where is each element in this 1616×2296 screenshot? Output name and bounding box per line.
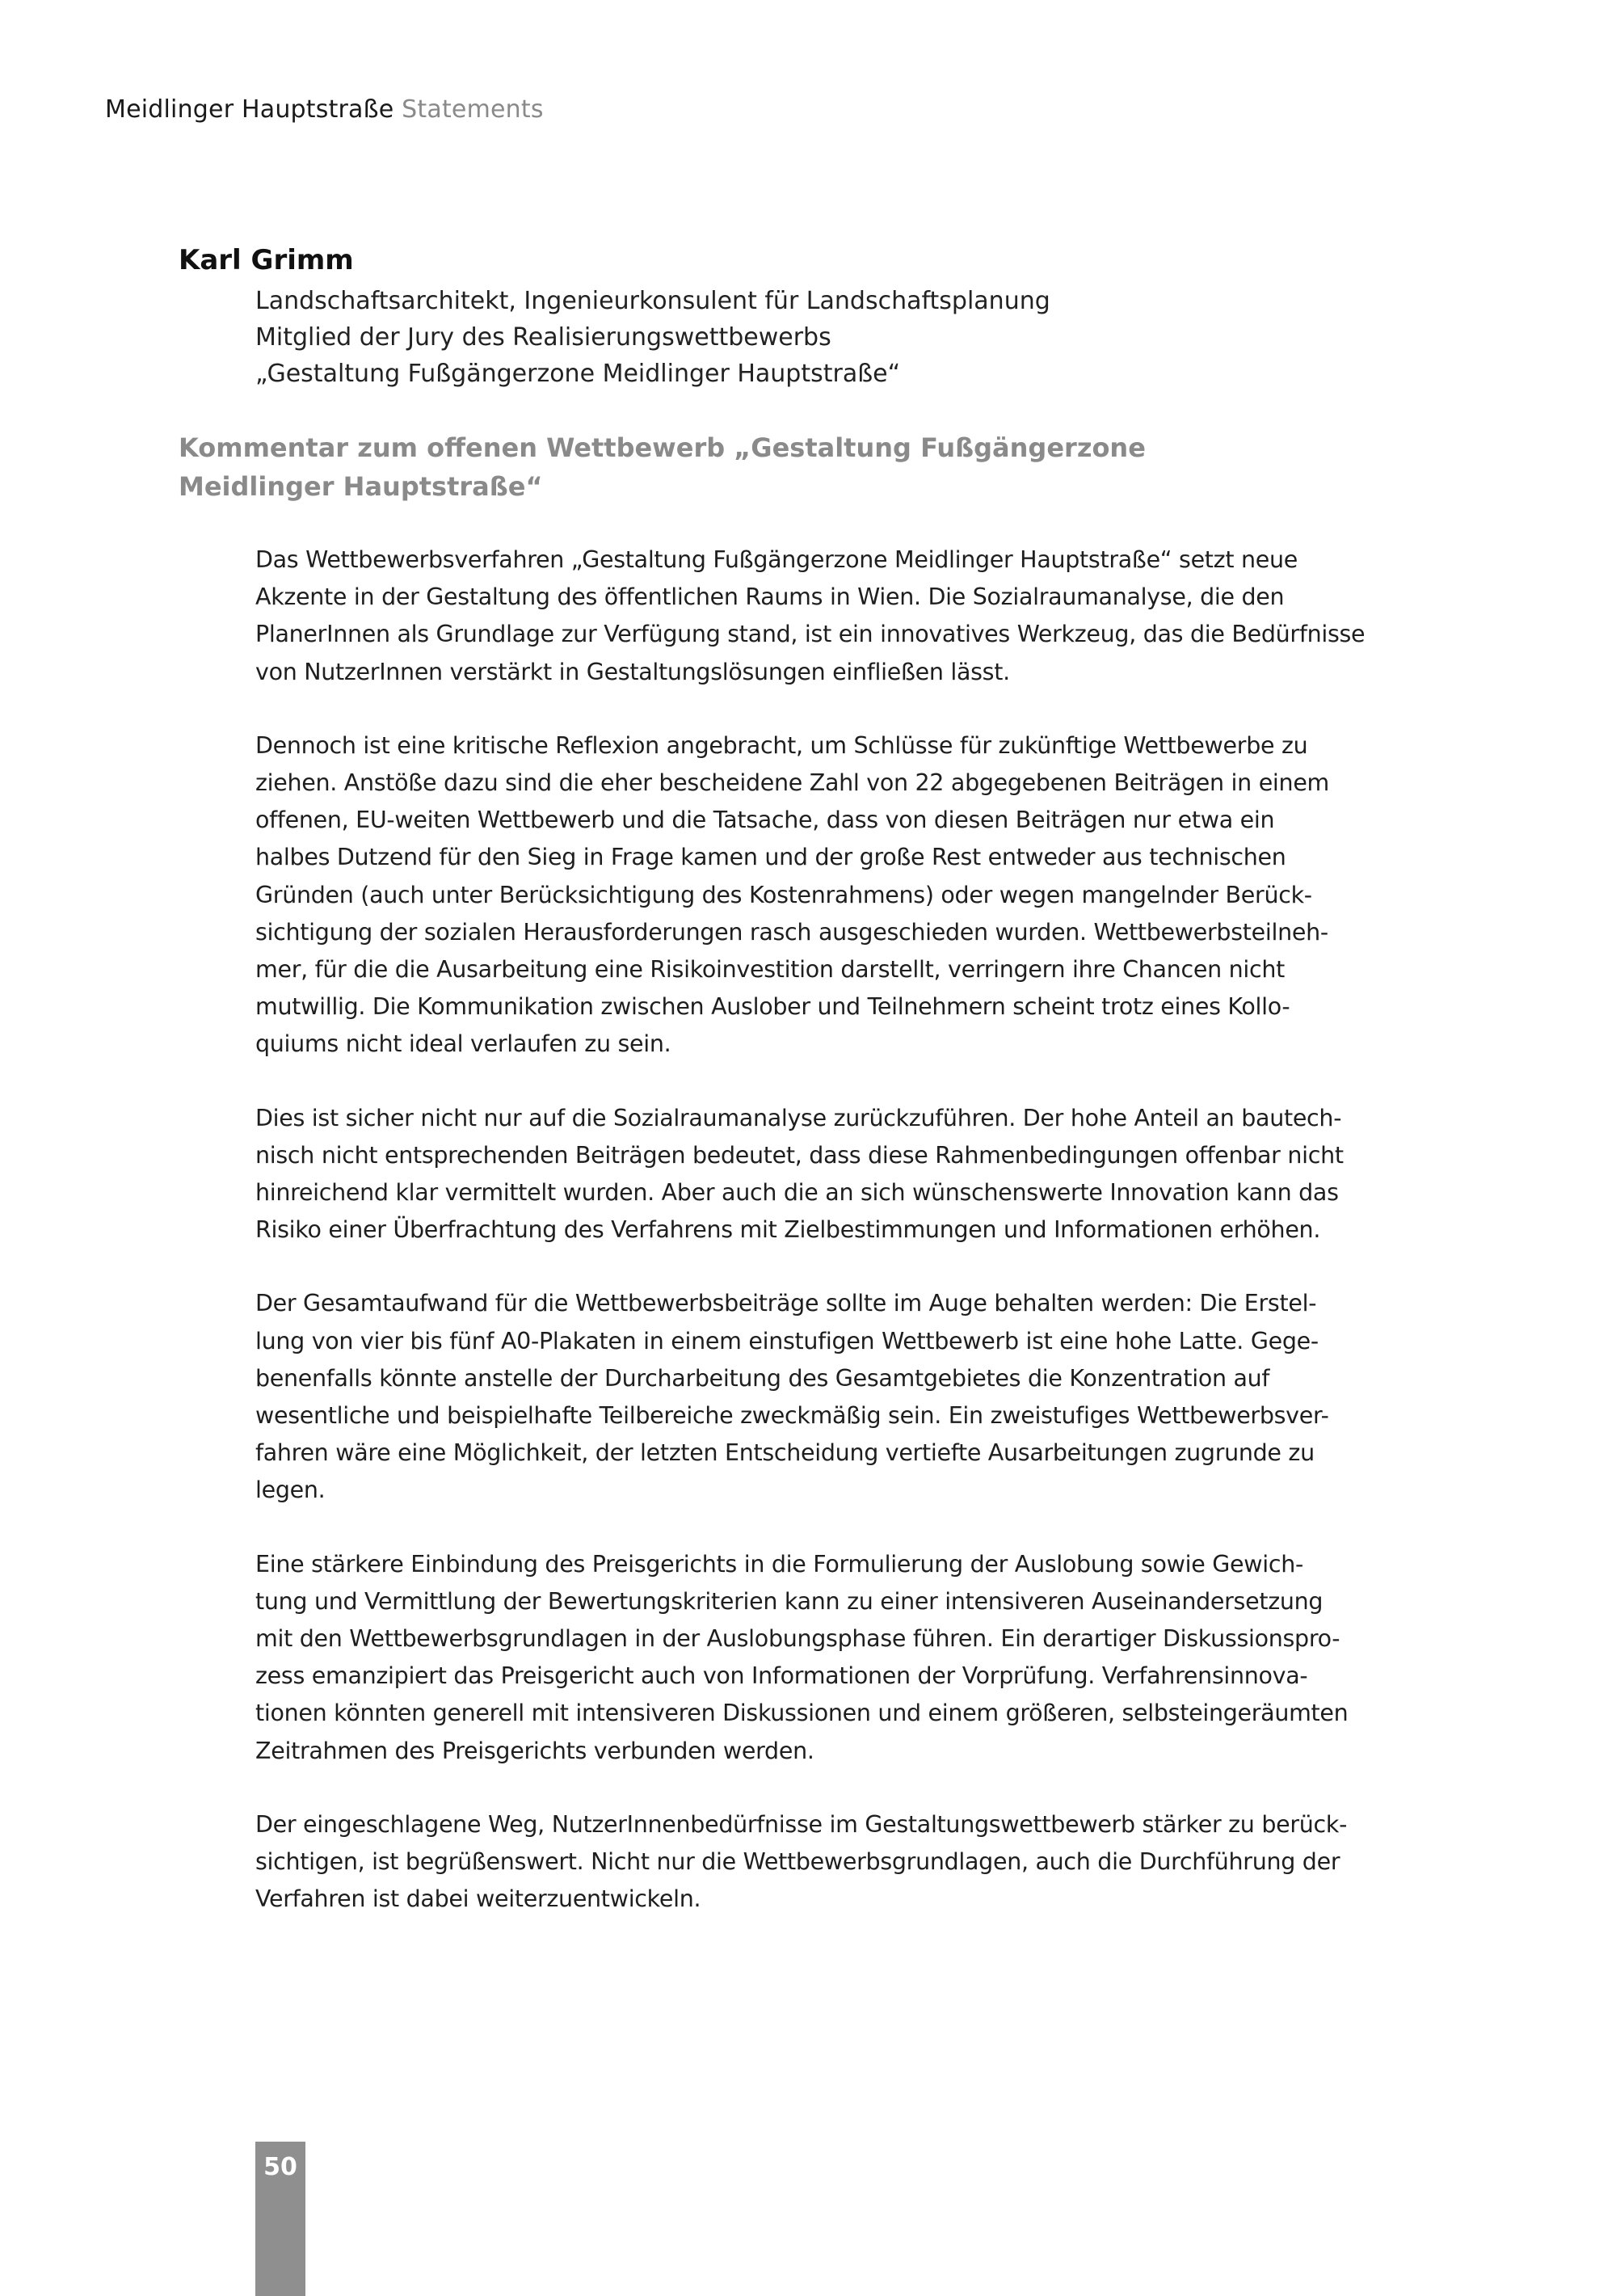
paragraph-line: zess emanzipiert das Preisgericht auch von Informationen der Vorprüfung. Verfahrensinnova- xyxy=(255,1662,1308,1690)
running-head xyxy=(105,95,544,124)
paragraph xyxy=(255,727,1361,1064)
paragraph-line: nisch nicht entsprechenden Beiträgen bedeutet, dass diese Rahmenbedingungen offenbar nicht xyxy=(255,1141,1344,1169)
running-head-title: Meidlinger Hauptstraße xyxy=(105,95,394,124)
paragraph-line: von NutzerInnen verstärkt in Gestaltungslösungen einfließen lässt. xyxy=(255,658,1010,685)
section-heading-line-2: Meidlinger Hauptstraße“ xyxy=(179,471,543,502)
paragraph-line: hinreichend klar vermittelt wurden. Aber auch die an sich wünschenswerte Innovation kann das xyxy=(255,1179,1339,1207)
paragraph xyxy=(255,1806,1361,1919)
section-heading xyxy=(179,428,1229,506)
paragraph-line: offenen, EU-weiten Wettbewerb und die Tatsache, dass von diesen Beiträgen nur etwa ein xyxy=(255,807,1275,834)
page-number: 50 xyxy=(263,2153,297,2181)
paragraph xyxy=(255,1546,1361,1770)
paragraph-line: sichtigen, ist begrüßenswert. Nicht nur die Wettbewerbsgrundlagen, auch die Durchführung der xyxy=(255,1848,1340,1876)
paragraph-line: Zeitrahmen des Preisgerichts verbunden werden. xyxy=(255,1737,814,1764)
section-heading-line-1: Kommentar zum offenen Wettbewerb „Gestaltung Fußgängerzone xyxy=(179,432,1146,463)
article-body xyxy=(255,541,1366,1955)
paragraph-line: Der Gesamtaufwand für die Wettbewerbsbeiträge sollte im Auge behalten werden: Die Erstel- xyxy=(255,1290,1317,1317)
author-competition-line: „Gestaltung Fußgängerzone Meidlinger Hauptstraße“ xyxy=(255,360,901,388)
author-role-line: Landschaftsarchitekt, Ingenieurkonsulent für Landschaftsplanung xyxy=(255,287,1050,315)
paragraph xyxy=(255,541,1366,691)
paragraph-line: fahren wäre eine Möglichkeit, der letzten Entscheidung vertiefte Ausarbeitungen zugrunde zu xyxy=(255,1439,1315,1467)
paragraph-line: mit den Wettbewerbsgrundlagen in der Auslobungsphase führen. Ein derartiger Diskussionspro- xyxy=(255,1625,1340,1653)
paragraph-line: Eine stärkere Einbindung des Preisgerichts in die Formulierung der Auslobung sowie Gewich- xyxy=(255,1550,1303,1578)
paragraph-line: Dennoch ist eine kritische Reflexion angebracht, um Schlüsse für zukünftige Wettbewerbe zu xyxy=(255,731,1308,759)
paragraph-line: Dies ist sicher nicht nur auf die Sozialraumanalyse zurückzuführen. Der hohe Anteil an bautech- xyxy=(255,1104,1342,1131)
paragraph-line: mer, für die die Ausarbeitung eine Risikoinvestition darstellt, verringern ihre Chancen nicht xyxy=(255,956,1285,984)
paragraph-line: lung von vier bis fünf A0-Plakaten in einem einstufigen Wettbewerb ist eine hohe Latte. Gege- xyxy=(255,1327,1319,1354)
running-head-section: Statements xyxy=(402,95,544,124)
paragraph-line: Verfahren ist dabei weiterzuentwickeln. xyxy=(255,1885,701,1913)
paragraph-line: legen. xyxy=(255,1477,326,1504)
paragraph-line: Gründen (auch unter Berücksichtigung des Kostenrahmens) oder wegen mangelnder Berück- xyxy=(255,881,1312,908)
paragraph xyxy=(255,1100,1361,1249)
page-number-tab xyxy=(255,2142,305,2296)
paragraph xyxy=(255,1285,1361,1509)
author-jury-line: Mitglied der Jury des Realisierungswettbewerbs xyxy=(255,323,831,352)
paragraph-line: tung und Vermittlung der Bewertungskriterien kann zu einer intensiveren Auseinandersetzung xyxy=(255,1587,1324,1615)
paragraph-line: Das Wettbewerbsverfahren „Gestaltung Fußgängerzone Meidlinger Hauptstraße“ setzt neue xyxy=(255,546,1298,573)
paragraph-line: sichtigung der sozialen Herausforderungen rasch ausgeschieden wurden. Wettbewerbsteilneh- xyxy=(255,918,1328,946)
paragraph-line: ziehen. Anstöße dazu sind die eher bescheidene Zahl von 22 abgegebenen Beiträgen in einem xyxy=(255,769,1330,797)
paragraph-line: quiums nicht ideal verlaufen zu sein. xyxy=(255,1030,671,1058)
paragraph-line: Akzente in der Gestaltung des öffentlichen Raums in Wien. Die Sozialraumanalyse, die den xyxy=(255,583,1285,611)
paragraph-line: Der eingeschlagene Weg, NutzerInnenbedürfnisse im Gestaltungswettbewerb stärker zu berück- xyxy=(255,1810,1348,1838)
paragraph-line: wesentliche und beispielhafte Teilbereiche zweckmäßig sein. Ein zweistufiges Wettbewerbsver- xyxy=(255,1402,1329,1430)
paragraph-line: Risiko einer Überfrachtung des Verfahrens mit Zielbestimmungen und Informationen erhöhen. xyxy=(255,1216,1321,1244)
paragraph-line: PlanerInnen als Grundlage zur Verfügung stand, ist ein innovatives Werkzeug, das die Bedürfnisse xyxy=(255,621,1366,648)
author-description xyxy=(255,283,1050,392)
paragraph-line: benenfalls könnte anstelle der Durcharbeitung des Gesamtgebietes die Konzentration auf xyxy=(255,1364,1270,1392)
author-name: Karl Grimm xyxy=(179,244,354,276)
paragraph-line: tionen könnten generell mit intensiveren Diskussionen und einem größeren, selbsteingeräumten xyxy=(255,1700,1349,1727)
paragraph-line: mutwillig. Die Kommunikation zwischen Auslober und Teilnehmern scheint trotz eines Kollo- xyxy=(255,993,1290,1021)
paragraph-line: halbes Dutzend für den Sieg in Frage kamen und der große Rest entweder aus technischen xyxy=(255,844,1286,871)
